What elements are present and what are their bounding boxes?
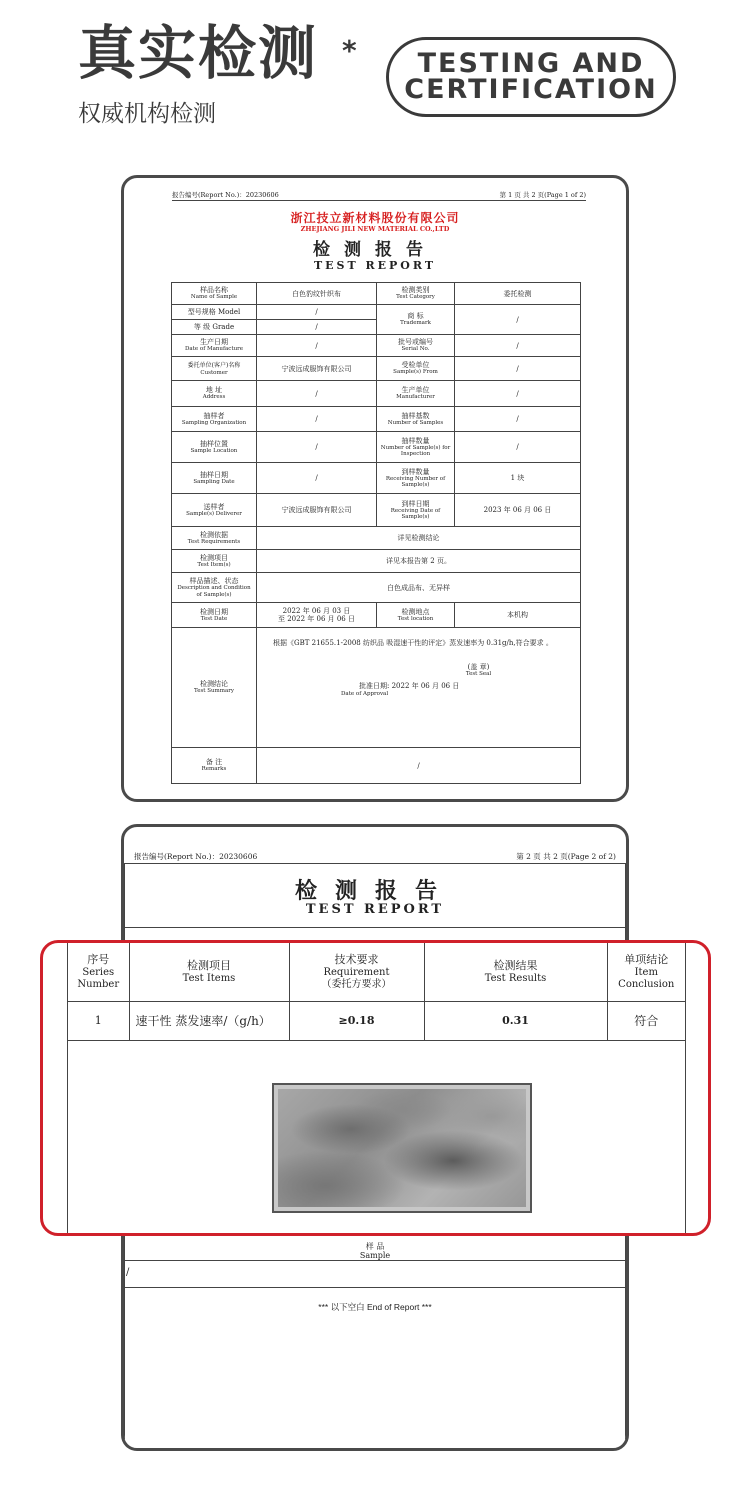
inspection-number-label: 抽样数量 Number of Sample(s) for Inspection bbox=[377, 432, 455, 463]
deliverer-value: 宁波远成服饰有限公司 bbox=[257, 494, 377, 527]
table-row bbox=[172, 463, 581, 494]
approval-date: 批准日期: 2022 年 06 月 06 日 Date of Approval bbox=[341, 681, 460, 697]
test-date-value: 2022 年 06 月 03 日 至 2022 年 06 月 06 日 bbox=[257, 603, 377, 628]
model-label: 型号规格 Model bbox=[172, 305, 257, 320]
receiving-date-label: 到样日期 Receiving Date of Sample(s) bbox=[377, 494, 455, 527]
divider bbox=[124, 1287, 626, 1288]
report-page-1 bbox=[124, 178, 626, 799]
table-row bbox=[68, 1001, 685, 1040]
table-row bbox=[172, 432, 581, 463]
page-indicator: 第 1 页 共 2 页(Page 1 of 2) bbox=[499, 191, 586, 199]
table-row bbox=[172, 494, 581, 527]
badge-line-2: CERTIFICATION bbox=[404, 74, 658, 105]
serial-label: 批号或编号 Serial No. bbox=[377, 335, 455, 357]
report-number-line bbox=[172, 190, 586, 201]
test-summary-label: 检测结论 Test Summary bbox=[172, 628, 257, 748]
condition-value: 白色成品布、无异样 bbox=[257, 573, 581, 603]
sample-from-value: / bbox=[455, 357, 581, 381]
divider bbox=[124, 1260, 626, 1261]
test-category-label: 检测类别 Test Category bbox=[377, 283, 455, 305]
results-zoom-content bbox=[67, 943, 686, 1236]
table-row bbox=[172, 305, 581, 320]
test-item-cell: 速干性 蒸发速率/（g/h） bbox=[129, 1001, 289, 1040]
table-row bbox=[172, 628, 581, 748]
end-of-report: *** 以下空白 End of Report *** bbox=[318, 1302, 432, 1312]
report-number: 报告编号(Report No.)：20230606 bbox=[134, 852, 258, 861]
certification-badge bbox=[386, 37, 676, 117]
requirement-cell: ≥0.18 bbox=[289, 1001, 424, 1040]
sample-name-label: 样品名称 Name of Sample bbox=[172, 283, 257, 305]
sampling-org-value: / bbox=[257, 407, 377, 432]
table-row bbox=[172, 283, 581, 305]
mfg-date-label: 生产日期 Date of Manufacture bbox=[172, 335, 257, 357]
test-location-value: 本机构 bbox=[455, 603, 581, 628]
condition-label: 样品描述、状态 Description and Condition of Sample(s) bbox=[172, 573, 257, 603]
conclusion-cell: 符合 bbox=[607, 1001, 685, 1040]
header-test-items: 检测项目 Test Items bbox=[129, 943, 289, 1001]
results-zoom-highlight bbox=[40, 940, 711, 1236]
test-requirements-label: 检测依据 Test Requirements bbox=[172, 527, 257, 550]
model-value: / bbox=[257, 305, 377, 320]
report-info-table bbox=[171, 282, 581, 784]
report-title-cn: 检测报告 bbox=[294, 878, 455, 904]
deliverer-label: 送样者 Sample(s) Deliverer bbox=[172, 494, 257, 527]
page-subtitle: 权威机构检测 bbox=[78, 101, 216, 127]
manufacturer-label: 生产单位 Manufacturer bbox=[377, 381, 455, 407]
sampling-org-label: 抽样者 Sampling Organization bbox=[172, 407, 257, 432]
test-items-label: 检测项目 Test Item(s) bbox=[172, 550, 257, 573]
sample-location-label: 抽样位置 Sample Location bbox=[172, 432, 257, 463]
serial-value: / bbox=[455, 335, 581, 357]
manufacturer-value: / bbox=[455, 381, 581, 407]
sampling-date-label: 抽样日期 Sampling Date bbox=[172, 463, 257, 494]
address-value: / bbox=[257, 381, 377, 407]
test-summary-value bbox=[257, 628, 581, 748]
test-requirements-value: 详见检测结论 bbox=[257, 527, 581, 550]
table-row bbox=[172, 381, 581, 407]
receiving-number-value: 1 块 bbox=[455, 463, 581, 494]
report-number-line bbox=[134, 851, 616, 862]
grade-value: / bbox=[257, 320, 377, 335]
report-title-en: TEST REPORT bbox=[305, 902, 445, 917]
trademark-value: / bbox=[455, 305, 581, 335]
series-number-cell: 1 bbox=[68, 1001, 129, 1040]
inspection-number-value: / bbox=[455, 432, 581, 463]
header-requirement: 技术要求 Requirement （委托方要求） bbox=[289, 943, 424, 1001]
header-item-conclusion: 单项结论 Item Conclusion bbox=[607, 943, 685, 1001]
sample-name-value: 白色豹纹针织布 bbox=[257, 283, 377, 305]
company-name-cn: 浙江技立新材料股份有限公司 bbox=[290, 211, 460, 225]
remarks-value: / bbox=[257, 748, 581, 784]
results-header-row bbox=[68, 943, 685, 1001]
page-title: 真实检测 bbox=[78, 19, 319, 87]
test-date-label: 检测日期 Test Date bbox=[172, 603, 257, 628]
receiving-date-value: 2023 年 06 月 06 日 bbox=[455, 494, 581, 527]
table-row bbox=[172, 335, 581, 357]
report-title-en: TEST REPORT bbox=[313, 259, 437, 272]
badge-line-1: TESTING AND bbox=[417, 48, 645, 79]
grade-label: 等 级 Grade bbox=[172, 320, 257, 335]
trademark-label: 商 标 Trademark bbox=[377, 305, 455, 335]
blank-slash: / bbox=[126, 1267, 130, 1278]
num-samples-label: 抽样基数 Number of Samples bbox=[377, 407, 455, 432]
customer-label: 委托单位(客户)名称 Customer bbox=[172, 357, 257, 381]
remarks-label: 备 注 Remarks bbox=[172, 748, 257, 784]
table-row bbox=[172, 573, 581, 603]
test-seal: (盖 章) Test Seal bbox=[465, 663, 492, 677]
results-table bbox=[68, 943, 685, 1041]
fabric-sample-photo bbox=[272, 1083, 532, 1213]
receiving-number-label: 到样数量 Receiving Number of Sample(s) bbox=[377, 463, 455, 494]
company-name-en: ZHEJIANG JILI NEW MATERIAL CO.,LTD bbox=[300, 225, 450, 233]
test-category-value: 委托检测 bbox=[455, 283, 581, 305]
summary-text: 根据《GBT 21655.1-2008 纺织品 吸湿速干性的评定》蒸发速率为 0.31g/h,符合要求 。 bbox=[273, 639, 553, 647]
table-row bbox=[172, 603, 581, 628]
sampling-date-value: / bbox=[257, 463, 377, 494]
table-row bbox=[172, 357, 581, 381]
report-title-cn: 检测报告 bbox=[313, 240, 437, 260]
mfg-date-value: / bbox=[257, 335, 377, 357]
header-series-number: 序号 Series Number bbox=[68, 943, 129, 1001]
title-asterisk: * bbox=[342, 34, 357, 67]
table-row bbox=[172, 407, 581, 432]
sample-caption: 样 品 Sample bbox=[359, 1242, 391, 1260]
report-number: 报告编号(Report No.)：20230606 bbox=[172, 191, 279, 199]
customer-value: 宁波远成服饰有限公司 bbox=[257, 357, 377, 381]
report-page-1-card bbox=[121, 175, 629, 802]
table-row bbox=[172, 527, 581, 550]
table-row bbox=[172, 550, 581, 573]
result-cell: 0.31 bbox=[424, 1001, 607, 1040]
header-test-results: 检测结果 Test Results bbox=[424, 943, 607, 1001]
test-location-label: 检测地点 Test location bbox=[377, 603, 455, 628]
num-samples-value: / bbox=[455, 407, 581, 432]
sample-from-label: 受检单位 Sample(s) From bbox=[377, 357, 455, 381]
test-items-value: 详见本报告第 2 页。 bbox=[257, 550, 581, 573]
sample-location-value: / bbox=[257, 432, 377, 463]
address-label: 地 址 Address bbox=[172, 381, 257, 407]
page-indicator: 第 2 页 共 2 页(Page 2 of 2) bbox=[516, 852, 616, 861]
table-row bbox=[172, 748, 581, 784]
divider bbox=[124, 927, 626, 928]
